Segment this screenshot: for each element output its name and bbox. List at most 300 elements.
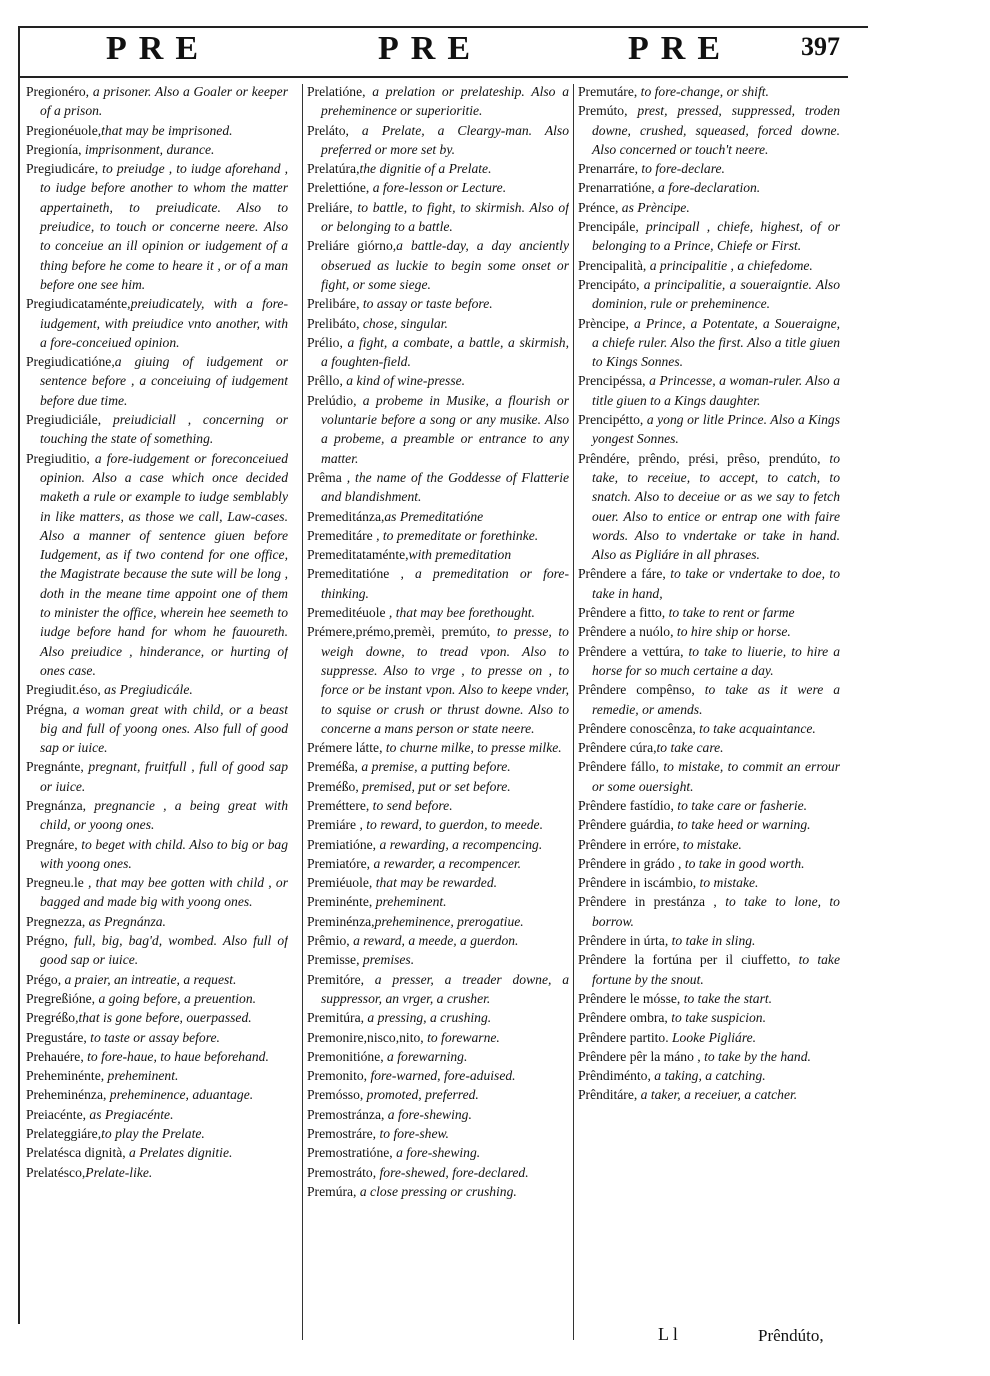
definition: a Prince, a Potentate, a Soueraigne, a chiefe ruler. Also the first. Also a title giuen to Kings Sonnes. xyxy=(592,315,840,370)
headword: Prêndere compênso, xyxy=(578,682,695,698)
definition: a Prelates dignitie. xyxy=(125,1145,233,1161)
headword: Prenarratióne, xyxy=(578,180,655,196)
definition: a Princesse, a woman-ruler. Also a title giuen to a Kings daughter. xyxy=(592,373,840,408)
headword: Prémere látte, xyxy=(307,740,383,756)
dictionary-entry xyxy=(578,1028,840,1047)
definition: to assay or taste before. xyxy=(359,296,493,312)
headword: Prêndere fállo, xyxy=(578,759,660,775)
dictionary-entry xyxy=(307,526,569,545)
headword: Prêndere in prestánza , xyxy=(578,894,717,910)
headword: Prencipáto, xyxy=(578,276,640,292)
dictionary-entry xyxy=(26,1085,288,1104)
headword: Prenarráre, xyxy=(578,161,638,177)
headword: Prélio, xyxy=(307,334,343,350)
header-rule xyxy=(18,76,848,78)
headword: Prêndere pêr la máno , xyxy=(578,1048,701,1064)
headword: Prêndere in grádo , xyxy=(578,855,682,871)
dictionary-entry xyxy=(307,1085,569,1104)
dictionary-entry xyxy=(307,854,569,873)
header-center: PRE xyxy=(378,30,482,67)
dictionary-entry xyxy=(578,449,840,565)
headword: Prêndere le mósse, xyxy=(578,990,681,1006)
headword: Prêllo, xyxy=(307,373,343,389)
definition: a going before, a preuention. xyxy=(95,990,257,1006)
dictionary-entry xyxy=(26,680,288,699)
headword: Prémere,prémo,premèi, premúto, xyxy=(307,624,491,640)
headword: Preláto, xyxy=(307,122,349,138)
definition: a fore-shewing. xyxy=(384,1106,472,1122)
dictionary-entry xyxy=(307,892,569,911)
dictionary-entry xyxy=(26,700,288,758)
headword: Prêndere ombra, xyxy=(578,1010,668,1026)
dictionary-entry xyxy=(578,873,840,892)
dictionary-entry xyxy=(307,391,569,468)
headword: Premiéuole, xyxy=(307,875,373,891)
headword: Premitóre, xyxy=(307,971,365,987)
headword: Premonito, xyxy=(307,1068,368,1084)
definition: to preiudge , to iudge aforehand , to iudge before another to whom the matter appertaineth, to preiudicate. Also to preiudice, to touch or concerne neere. Also to conceiue an ill opinion or iudgement of a thing before he come to heare it , or of a man before one see him. xyxy=(40,161,288,292)
dictionary-entry xyxy=(26,931,288,970)
definition: a close pressing or crushing. xyxy=(356,1183,517,1199)
definition: a praier, an intreatie, a request. xyxy=(61,971,237,987)
definition: to take in good worth. xyxy=(681,855,805,871)
dictionary-entry xyxy=(307,1008,569,1027)
dictionary-entry xyxy=(26,410,288,449)
definition: to take acquaintance. xyxy=(695,720,816,736)
headword: Pregiudiciále, xyxy=(26,412,102,428)
dictionary-entry xyxy=(307,1028,569,1047)
definition: to fore-declare. xyxy=(638,161,725,177)
definition: a rewarding, a recompencing. xyxy=(376,836,543,852)
definition: , that may bee forethought. xyxy=(385,605,535,621)
dictionary-entry xyxy=(578,159,840,178)
definition: a yong or litle Prince. Also a Kings yongest Sonnes. xyxy=(592,412,840,447)
header-left: PRE xyxy=(106,30,210,67)
definition: preiudiciall , concerning or touching the state of something. xyxy=(40,412,288,447)
headword: Prèncipe, xyxy=(578,315,629,331)
dictionary-entry xyxy=(578,1066,840,1085)
dictionary-entry xyxy=(26,140,288,159)
dictionary-entry xyxy=(578,680,840,719)
running-header xyxy=(18,30,848,80)
dictionary-entry xyxy=(578,719,840,738)
dictionary-entry xyxy=(307,545,569,564)
dictionary-entry xyxy=(578,1008,840,1027)
definition: a fore-iudgement or foreconceiued opinion. Also a case which once decided maketh a rule or example to iudge semblably in like matters, as those we call, Law-cases. Also a manner of sentence giuen before Iudgement, as if two contend for one office, the Magistrate because the sute will be long , doth in the meane time appoint one of them to minister the office, wherein hee seemeth to iudge before hand for whom he fauoureth. Also preiudice , hinderance, or hurting of ones case. xyxy=(40,450,288,678)
dictionary-entry xyxy=(26,1143,288,1162)
definition: a kind of wine-presse. xyxy=(342,373,466,389)
headword: Premúto, xyxy=(578,103,628,119)
dictionary-entry xyxy=(26,757,288,796)
dictionary-entry xyxy=(578,198,840,217)
headword: Premisse, xyxy=(307,952,360,968)
headword: Prêndiménto, xyxy=(578,1068,651,1084)
definition: , to reward, to guerdon, to meede. xyxy=(356,817,543,833)
definition: premised, put or set before. xyxy=(358,778,511,794)
definition: preheminence, aduantage. xyxy=(106,1087,254,1103)
definition: to take, to receiue, to accept, to catch, to snatch. Also to deceiue or as we say to fetch ouer. Also to entice or entrap one with faire words. Also to vndertake or take in hand. Also as Pigliáre in all phrases. xyxy=(592,450,840,563)
dictionary-entry xyxy=(26,159,288,294)
definition: preiudicately, with a fore-iudgement, with preiudice vnto another, with a fore-conceiued opinion. xyxy=(40,296,288,350)
definition: Looke Pigliáre. xyxy=(668,1029,757,1045)
dictionary-entry xyxy=(26,121,288,140)
definition: to take fortune by the snout. xyxy=(592,952,840,987)
definition: principall , chiefe, highest, of or belonging to a Prince, Chiefe or First. xyxy=(592,219,840,254)
dictionary-entry xyxy=(578,989,840,1008)
dictionary-entry xyxy=(307,931,569,950)
dictionary-entry xyxy=(578,854,840,873)
definition: a giuing of iudgement or sentence before , a conceiuing of iudgement before due time. xyxy=(40,354,288,408)
definition: as Pregnánza. xyxy=(85,913,166,929)
definition: to fore-haue, to haue beforehand. xyxy=(83,1048,269,1064)
dictionary-entry xyxy=(307,1047,569,1066)
headword: Preminénte, xyxy=(307,894,373,910)
headword: Premitúra, xyxy=(307,1010,365,1026)
dictionary-entry xyxy=(26,1008,288,1027)
dictionary-entry xyxy=(578,82,840,101)
definition: , a premeditation or fore-thinking. xyxy=(321,566,569,601)
dictionary-entry xyxy=(307,333,569,372)
dictionary-entry xyxy=(307,371,569,390)
headword: Prêndere a fitto, xyxy=(578,605,666,621)
definition: to take care. xyxy=(656,740,724,756)
definition: full, big, bag'd, wombed. Also full of good sap or iuice. xyxy=(40,933,288,968)
headword: Pregreßióne, xyxy=(26,990,96,1006)
headword: Premeditéuole xyxy=(307,605,386,621)
columns xyxy=(26,82,850,1302)
dictionary-entry xyxy=(307,777,569,796)
dictionary-entry xyxy=(578,314,840,372)
dictionary-entry xyxy=(578,1085,840,1104)
headword: Pregiuditio, xyxy=(26,450,90,466)
definition: to take by the hand. xyxy=(700,1048,811,1064)
dictionary-entry xyxy=(578,101,840,159)
dictionary-entry xyxy=(578,371,840,410)
definition: , the name of the Goddesse of Flatterie and blandishment. xyxy=(321,469,569,505)
definition: as Pregiacénte. xyxy=(86,1106,174,1122)
definition: to presse, to weigh downe, to tread vpon. Also to suppresse. Also to vrge , to presse on , to force or be instant vpon. Also to keepe vnder, to squise or crush or thrust downe. Also to concerne a mans person or state neere. xyxy=(321,624,569,736)
headword: Prencipétto, xyxy=(578,412,644,428)
definition: a premise, a putting before. xyxy=(357,759,511,775)
headword: Prêndere fastídio, xyxy=(578,797,674,813)
headword: Preliáre, xyxy=(307,199,353,215)
definition: as Pregiudicále. xyxy=(100,682,193,698)
headword: Pregneu.le xyxy=(26,875,84,891)
headword: Prelatióne, xyxy=(307,84,366,99)
dictionary-entry xyxy=(307,757,569,776)
headword: Pregustáre, xyxy=(26,1029,87,1045)
headword: Prelettióne, xyxy=(307,180,370,196)
headword: Pregnáre, xyxy=(26,836,78,852)
dictionary-entry xyxy=(578,275,840,314)
dictionary-entry xyxy=(26,989,288,1008)
definition: to take to lone, to borrow. xyxy=(592,894,840,929)
definition: preheminent. xyxy=(372,894,447,910)
headword: Prêndere la fortúna per il ciuffetto, xyxy=(578,952,791,968)
dictionary-entry xyxy=(307,468,569,507)
dictionary-entry xyxy=(578,217,840,256)
headword: Premostráto, xyxy=(307,1164,377,1180)
dictionary-entry xyxy=(578,738,840,757)
definition: pregnant, fruitfull , full of good sap or iuice. xyxy=(40,759,288,794)
dictionary-entry xyxy=(307,178,569,197)
headword: Premósso, xyxy=(307,1087,364,1103)
definition: to taste or assay before. xyxy=(86,1029,220,1045)
definition: to take care or fasherie. xyxy=(673,797,808,813)
dictionary-entry xyxy=(26,912,288,931)
definition: that is gone before, ouerpassed. xyxy=(78,1010,252,1026)
dictionary-entry xyxy=(26,449,288,681)
dictionary-entry xyxy=(307,1163,569,1182)
dictionary-entry xyxy=(307,314,569,333)
dictionary-entry xyxy=(307,82,569,121)
definition: to mistake. xyxy=(679,836,742,852)
headword: Preheminénza, xyxy=(26,1087,107,1103)
headword: Preméttere, xyxy=(307,797,370,813)
dictionary-entry xyxy=(307,970,569,1009)
headword: Prêndere partito. xyxy=(578,1029,669,1045)
dictionary-entry xyxy=(307,873,569,892)
headword: Preiacénte, xyxy=(26,1106,87,1122)
definition: premises. xyxy=(359,952,415,968)
column-1 xyxy=(26,82,288,1302)
dictionary-entry xyxy=(26,352,288,410)
dictionary-entry xyxy=(578,603,840,622)
headword: Prénce, xyxy=(578,199,619,215)
definition: to forewarne. xyxy=(423,1029,500,1045)
headword: Prêndere a nuólo, xyxy=(578,624,674,640)
headword: Premonitióne, xyxy=(307,1048,384,1064)
definition: a fore-declaration. xyxy=(654,180,761,196)
headword: Prêma xyxy=(307,469,342,485)
definition: a principalitie , a chiefedome. xyxy=(646,257,813,273)
headword: Premutáre, xyxy=(578,84,638,99)
dictionary-entry xyxy=(307,159,569,178)
dictionary-entry xyxy=(307,796,569,815)
headword: Prelatúra, xyxy=(307,161,360,177)
definition: a probeme in Musike, a flourish or voluntarie before a song or any musike. Also a probeme, a preamble or entrance to any matter. xyxy=(321,392,569,466)
headword: Preliáre giórno, xyxy=(307,238,397,254)
headword: Prelatésca dignità, xyxy=(26,1145,126,1161)
headword: Prêndere in erróre, xyxy=(578,836,680,852)
dictionary-entry xyxy=(578,256,840,275)
dictionary-entry xyxy=(578,564,840,603)
definition: a fore-lesson or Lecture. xyxy=(369,180,507,196)
definition: imprisonment, durance. xyxy=(81,141,215,157)
definition: to battle, to fight, to skirmish. Also of or belonging to a battle. xyxy=(321,199,569,235)
signature-mark: L l xyxy=(658,1324,678,1344)
dictionary-entry xyxy=(578,931,840,950)
dictionary-entry xyxy=(578,622,840,641)
dictionary-entry xyxy=(307,1182,569,1201)
dictionary-entry xyxy=(26,82,288,121)
headword: Pregréßo, xyxy=(26,1010,79,1026)
definition: preheminent. xyxy=(104,1068,179,1084)
headword: Prelibáre, xyxy=(307,296,360,312)
definition: to play the Prelate. xyxy=(101,1126,205,1142)
headword: Prêndere a fáre, xyxy=(578,566,666,582)
definition: Prelate-like. xyxy=(85,1164,153,1180)
definition: pregnancie , a being great with child, or yoong ones. xyxy=(40,797,288,833)
dictionary-entry xyxy=(26,873,288,912)
dictionary-entry xyxy=(578,757,840,796)
headword: Preméßo, xyxy=(307,778,359,794)
dictionary-entry xyxy=(307,603,569,622)
headword: Prencipéssa, xyxy=(578,373,646,389)
dictionary-entry xyxy=(307,1066,569,1085)
headword: Prencipále, xyxy=(578,219,639,235)
headword: Prêndere a vettúra, xyxy=(578,643,684,659)
definition: chose, singular. xyxy=(359,315,448,331)
headword: Pregnánza, xyxy=(26,797,87,813)
dictionary-entry xyxy=(307,622,569,738)
header-right: PRE xyxy=(628,30,732,67)
definition: preheminence, prerogatiue. xyxy=(374,913,524,929)
headword: Pregnezza, xyxy=(26,913,86,929)
definition: that may be imprisoned. xyxy=(101,122,233,138)
definition: a taking, a catching. xyxy=(650,1068,766,1084)
dictionary-entry xyxy=(578,815,840,834)
definition: to beget with child. Also to big or bag with yoong ones. xyxy=(40,836,288,871)
headword: Preméßa, xyxy=(307,759,358,775)
headword: Premúra, xyxy=(307,1183,357,1199)
dictionary-entry xyxy=(578,410,840,449)
dictionary-entry xyxy=(578,642,840,681)
definition: , to premeditate or forethinke. xyxy=(372,527,539,543)
definition: fore-shewed, fore-declared. xyxy=(376,1164,529,1180)
headword: Premiatóre, xyxy=(307,855,371,871)
dictionary-entry xyxy=(26,1105,288,1124)
dictionary-entry xyxy=(26,796,288,835)
definition: to take to liuerie, to hire a horse for so much certaine a day. xyxy=(592,643,840,678)
headword: Prêndere in úrta, xyxy=(578,933,669,949)
headword: Preminénza, xyxy=(307,913,375,929)
definition: to send before. xyxy=(369,797,453,813)
dictionary-entry xyxy=(307,236,569,294)
headword: Prégno, xyxy=(26,933,68,949)
headword: Pregiudicatióne, xyxy=(26,354,115,370)
headword: Pregionéro, xyxy=(26,84,90,99)
definition: the dignitie of a Prelate. xyxy=(359,161,492,177)
page-number: 397 xyxy=(801,32,840,61)
definition: a fight, a combate, a battle, a skirmish, a foughten-field. xyxy=(321,334,569,370)
definition: a fore-shewing. xyxy=(392,1145,481,1161)
headword: Prégna, xyxy=(26,701,68,717)
headword: Prencipalità, xyxy=(578,257,647,273)
headword: Premostráre, xyxy=(307,1126,377,1142)
definition: prest, pressed, suppressed, troden downe, crushed, squeased, forced downe. Also concerned or touch't neere. xyxy=(592,103,840,157)
column-2 xyxy=(307,82,569,1302)
dictionary-entry xyxy=(307,507,569,526)
headword: Prelateggiáre, xyxy=(26,1126,102,1142)
catchword: Prêndúto, xyxy=(758,1326,824,1345)
definition: to hire ship or horse. xyxy=(673,624,791,640)
definition: to churne milke, to presse milke. xyxy=(382,740,562,756)
definition: to mistake, to commit an errour or some ouersight. xyxy=(592,759,840,794)
headword: Premostratióne, xyxy=(307,1145,393,1161)
headword: Prégo, xyxy=(26,971,62,987)
definition: to take to rent or farme xyxy=(665,605,795,621)
definition: a prisoner. Also a Goaler or keeper of a prison. xyxy=(40,84,288,119)
headword: Prelibáto, xyxy=(307,315,360,331)
dictionary-entry xyxy=(307,1105,569,1124)
definition: a forewarning. xyxy=(383,1048,468,1064)
headword: Pregionéuole, xyxy=(26,122,102,138)
headword: Prêndere cúra, xyxy=(578,740,657,756)
definition: a Prelate, a Cleargy-man. Also preferred or more set by. xyxy=(321,122,569,157)
headword: Prelúdio, xyxy=(307,392,357,408)
definition: to take heed or warning. xyxy=(673,817,811,833)
headword: Prehauére, xyxy=(26,1048,84,1064)
headword: Prênditáre, xyxy=(578,1087,638,1103)
dictionary-entry xyxy=(26,835,288,874)
left-border-rule xyxy=(18,26,20,1324)
definition: to take as it were a remedie, or amends. xyxy=(592,682,840,717)
dictionary-entry xyxy=(26,1047,288,1066)
headword: Prêmio, xyxy=(307,933,350,949)
definition: that may be rewarded. xyxy=(372,875,498,891)
headword: Preheminénte, xyxy=(26,1068,105,1084)
definition: to fore-change, or shift. xyxy=(637,84,769,99)
dictionary-entry xyxy=(26,1066,288,1085)
definition: a presser, a treader downe, a suppressor, an vrger, a crusher. xyxy=(321,971,569,1006)
headword: Prelatésco, xyxy=(26,1164,86,1180)
headword: Premeditataménte, xyxy=(307,547,409,563)
dictionary-entry xyxy=(26,1028,288,1047)
dictionary-entry xyxy=(578,796,840,815)
headword: Premostránza, xyxy=(307,1106,385,1122)
definition: , that may bee gotten with child , or bagged and made big with yoong ones. xyxy=(40,875,288,910)
dictionary-entry xyxy=(307,738,569,757)
dictionary-entry xyxy=(578,178,840,197)
definition: to mistake. xyxy=(696,875,759,891)
headword: Pregionía, xyxy=(26,141,82,157)
dictionary-entry xyxy=(307,1143,569,1162)
definition: as Prèncipe. xyxy=(618,199,690,215)
dictionary-entry xyxy=(307,815,569,834)
definition: to take in sling. xyxy=(668,933,756,949)
headword: Prêndere conoscênza, xyxy=(578,720,696,736)
dictionary-entry xyxy=(26,294,288,352)
column-3 xyxy=(578,82,840,1302)
definition: a taker, a receiuer, a catcher. xyxy=(637,1087,798,1103)
definition: to take the start. xyxy=(680,990,773,1006)
dictionary-entry xyxy=(578,892,840,931)
dictionary-entry xyxy=(307,912,569,931)
dictionary-page xyxy=(18,12,978,1364)
dictionary-entry xyxy=(578,1047,840,1066)
definition: with premeditation xyxy=(408,547,512,563)
definition: promoted, preferred. xyxy=(363,1087,479,1103)
headword: Prêndere guárdia, xyxy=(578,817,674,833)
definition: a prelation or prelateship. Also a preheminence or superioritie. xyxy=(321,84,569,119)
dictionary-entry xyxy=(307,950,569,969)
dictionary-entry xyxy=(307,1124,569,1143)
headword: Prêndere in iscámbio, xyxy=(578,875,697,891)
headword: Prêndére, prêndo, prési, prêso, prendúto, xyxy=(578,450,821,466)
definition: a battle-day, a day anciently obserued as luckie to begin some onset or fight, or some siege. xyxy=(321,238,569,292)
headword: Pregiudicáre, xyxy=(26,161,99,177)
headword: Pregnánte, xyxy=(26,759,84,775)
dictionary-entry xyxy=(307,121,569,160)
top-border-rule xyxy=(18,26,868,28)
headword: Premeditáre xyxy=(307,527,373,543)
headword: Premiatióne, xyxy=(307,836,377,852)
dictionary-entry xyxy=(26,970,288,989)
definition: a woman great with child, or a beast big and full of yoong ones. Also full of good sap or iuice. xyxy=(40,701,288,756)
definition: fore-warned, fore-aduised. xyxy=(367,1068,516,1084)
dictionary-entry xyxy=(307,564,569,603)
